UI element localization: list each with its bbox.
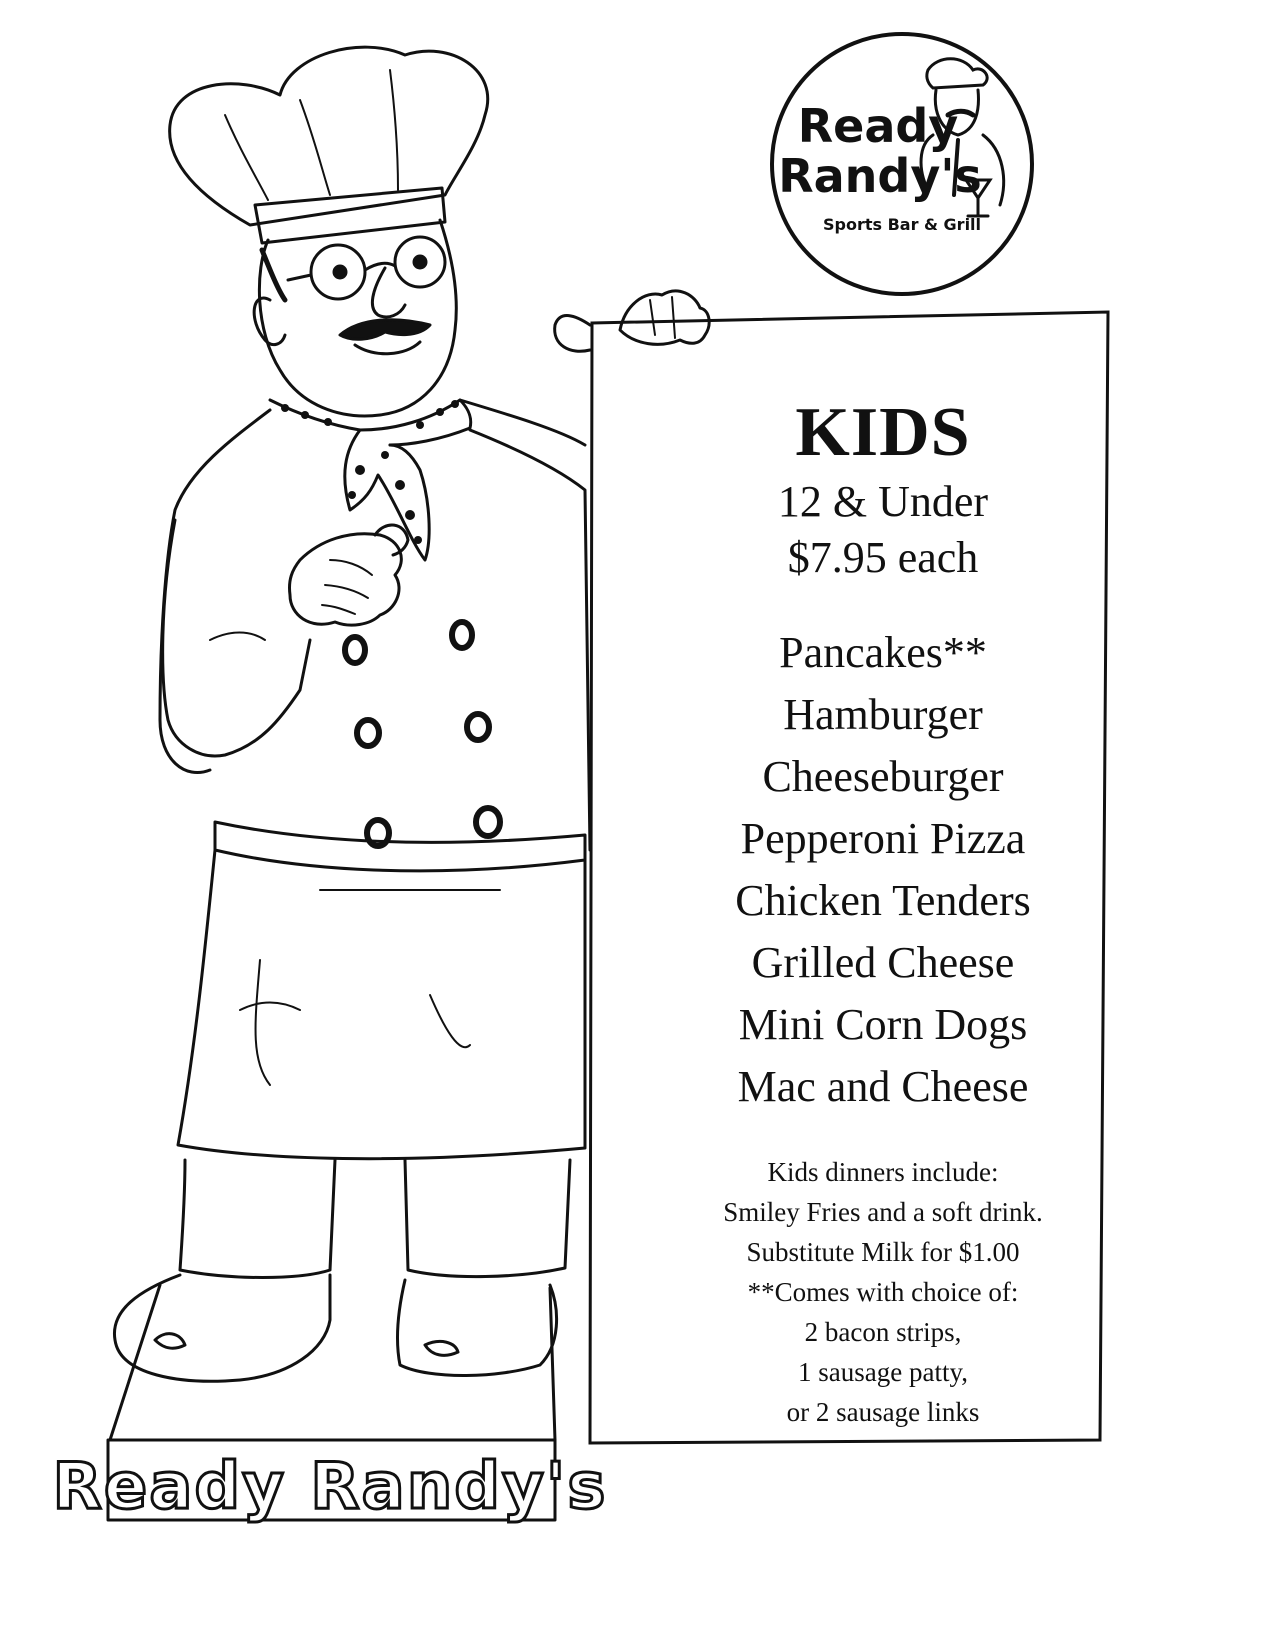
pedestal-text: Ready Randy's [52, 1450, 608, 1524]
menu-item: Hamburger [783, 690, 983, 739]
menu-item: Mini Corn Dogs [738, 1000, 1028, 1049]
price: $7.95 each [787, 533, 979, 582]
note-line: Kids dinners include: [767, 1157, 999, 1187]
menu-item: Grilled Cheese [751, 938, 1015, 987]
menu-item: Mac and Cheese [737, 1062, 1029, 1111]
logo-line1: Ready [797, 99, 959, 153]
menu-item: Chicken Tenders [735, 876, 1031, 925]
menu-item: Cheeseburger [762, 752, 1004, 801]
menu-item: Pepperoni Pizza [740, 814, 1026, 863]
note-line: Smiley Fries and a soft drink. [723, 1197, 1043, 1227]
age-limit: 12 & Under [777, 477, 989, 526]
menu-title: KIDS [795, 394, 971, 471]
logo-line2: Randy's [778, 149, 982, 203]
menu-item: Pancakes** [779, 628, 987, 677]
note-line: 1 sausage patty, [798, 1357, 968, 1387]
logo-tagline: Sports Bar & Grill [822, 215, 982, 234]
logo [768, 30, 1036, 298]
note-line: or 2 sausage links [786, 1397, 980, 1427]
menu-items [628, 622, 1138, 1118]
note-line: **Comes with choice of: [747, 1277, 1019, 1307]
menu-sign [628, 360, 1138, 1432]
menu-notes [628, 1152, 1138, 1432]
note-line: Substitute Milk for $1.00 [746, 1237, 1020, 1267]
note-line: 2 bacon strips, [804, 1317, 962, 1347]
